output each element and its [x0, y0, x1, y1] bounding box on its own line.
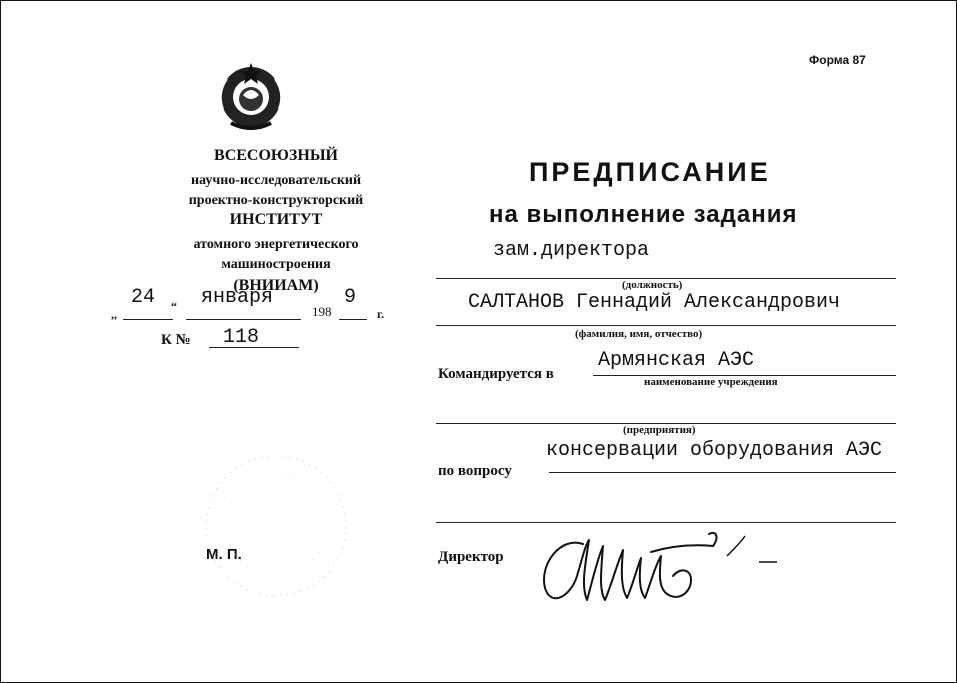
assignment-value: Армянская АЭС: [598, 349, 755, 372]
question-value: консервации оборудования АЭС: [546, 439, 883, 462]
org-line-5: атомного энергетического: [193, 237, 359, 252]
state-emblem-icon: [209, 59, 293, 133]
stamp-label: М. П.: [206, 546, 242, 563]
form-number: Форма 87: [809, 53, 866, 67]
date-year-prefix: 198: [312, 304, 332, 319]
number-label: К №: [161, 332, 191, 348]
person-line: [436, 325, 896, 326]
position-caption: (должность): [622, 279, 683, 291]
assignment-caption-2: (предприятия): [623, 424, 696, 436]
position-value: зам.директора: [493, 239, 650, 262]
date-month: января: [201, 286, 274, 309]
org-line-3: проектно-конструкторский: [188, 193, 364, 208]
assignment-caption: наименование учреждения: [644, 376, 778, 388]
date-day-line: [123, 319, 173, 320]
org-line-2: научно-исследовательский: [190, 173, 362, 188]
document-subtitle: на выполнение задания: [489, 201, 798, 228]
date-open-quote: ,,: [111, 307, 117, 321]
number-value: 118: [223, 326, 260, 349]
date-close-quote: “: [171, 299, 177, 313]
question-line: [549, 472, 896, 473]
person-value: САЛТАНОВ Геннадий Александрович: [468, 291, 841, 314]
director-signature-icon: [531, 516, 791, 616]
number-line: [209, 347, 299, 348]
faint-stamp-icon: [191, 441, 361, 611]
org-line-4: ИНСТИТУТ: [229, 211, 323, 228]
org-line-1: ВСЕСОЮЗНЫЙ: [214, 147, 338, 164]
document-title: ПРЕДПИСАНИЕ: [529, 157, 771, 187]
date-year-line: [339, 319, 367, 320]
person-caption: (фамилия, имя, отчество): [575, 328, 703, 340]
org-line-6: машиностроения: [221, 257, 331, 272]
date-day: 24: [131, 286, 156, 309]
date-month-line: [186, 319, 301, 320]
question-label: по вопросу: [438, 463, 512, 479]
assignment-label: Командируется в: [438, 366, 554, 382]
date-year-suffix: г.: [377, 307, 385, 321]
director-label: Директор: [438, 549, 504, 565]
date-year-digit: 9: [344, 286, 357, 309]
org-line-7: (ВНИИАМ): [233, 277, 319, 294]
